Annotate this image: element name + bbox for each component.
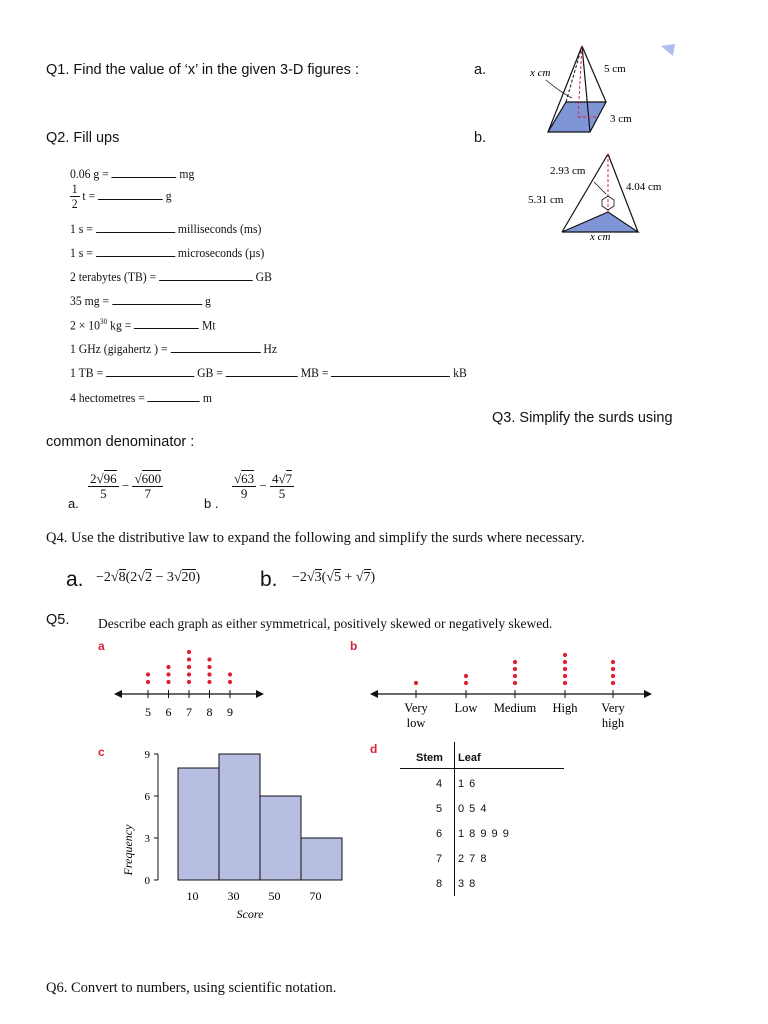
stem-value: 8 (436, 878, 443, 890)
graph-a-letter: a (98, 639, 105, 653)
graph-b-tick-label-2: high (601, 716, 625, 730)
graph-b-dot (513, 674, 517, 678)
q4-a-expression: −2√8(2√2 − 3√20) (96, 570, 201, 585)
graph-b-letter: b (350, 639, 358, 653)
stem-value: 6 (436, 828, 443, 840)
q4-a-label: a. (66, 568, 84, 591)
blank[interactable] (112, 304, 202, 305)
leaf-values: 2 7 8 (458, 853, 488, 865)
tetra-label-2: 4.04 cm (626, 181, 662, 193)
graph-b-dot (563, 660, 567, 664)
tetra-x-label: x cm (590, 231, 611, 243)
graph-b-dot (563, 674, 567, 678)
graph-a-dot (146, 680, 150, 684)
fill-row-3: 1 s = milliseconds (ms) (70, 221, 262, 236)
blank[interactable] (106, 376, 194, 377)
graph-a-dot (207, 665, 211, 669)
stem-value: 4 (436, 778, 443, 790)
graph-b-dot (563, 681, 567, 685)
graph-c-x-tick-label: 10 (186, 889, 199, 903)
graph-b-tick-label: High (552, 701, 578, 715)
graph-c-x-tick-label: 70 (309, 889, 322, 903)
graph-a-tick-label: 6 (165, 705, 172, 719)
fill-row-9: 1 TB = GB = MB = kB (70, 365, 467, 380)
fill-row-8: 1 GHz (gigahertz ) = Hz (70, 341, 278, 356)
graph-b-dot (513, 660, 517, 664)
graph-a-dot (207, 680, 211, 684)
graph-b-dot (563, 667, 567, 671)
graph-b-dot (611, 681, 615, 685)
graph-b-dot (464, 674, 468, 678)
graph-a-dot (166, 672, 170, 676)
tetra-label-1: 2.93 cm (550, 165, 586, 177)
blank[interactable] (134, 328, 199, 329)
blank[interactable] (148, 401, 200, 402)
graph-a-dot (187, 657, 191, 661)
graph-c-x-tick-label: 50 (268, 889, 281, 903)
stem-value: 5 (436, 803, 443, 815)
q4-b-expression: −2√3(√5 + √7) (292, 570, 376, 585)
graph-b-tick-label-2: low (406, 716, 426, 730)
fill-row-4: 1 s = microseconds (µs) (70, 245, 265, 260)
tetrahedron-base (562, 212, 638, 232)
histogram-bar (260, 796, 301, 880)
fill-row-1: 0.06 g = mg (70, 166, 195, 181)
graph-a-dot (228, 680, 232, 684)
graph-b-dot (611, 674, 615, 678)
graph-a-dot (187, 672, 191, 676)
question-5-instruction: Describe each graph as either symmetrical, positively skewed or negatively skewed. (98, 616, 553, 631)
graph-a-tick-label: 9 (227, 705, 233, 719)
pyramid-base (548, 102, 606, 132)
graph-b-dot (611, 660, 615, 664)
q3-a-label: a. (68, 496, 79, 511)
graph-b-tick-label: Very (404, 701, 428, 715)
graph-a-dot (187, 650, 191, 654)
fill-row-5: 2 terabytes (TB) = GB (70, 269, 272, 284)
blank[interactable] (226, 376, 298, 377)
graph-a-tick-label: 8 (206, 705, 213, 719)
graph-a-dot (166, 665, 170, 669)
leaf-values: 1 8 9 9 9 (458, 828, 510, 840)
question-1: Q1. Find the value of ‘x’ in the given 3-D figures : (46, 62, 359, 78)
graph-a-dot (207, 672, 211, 676)
stem-header: Stem (416, 752, 443, 764)
graph-a-dot-plot (92, 634, 272, 724)
figure-a-label: a. (474, 62, 487, 78)
histogram-bar (178, 768, 219, 880)
blank[interactable] (170, 352, 260, 353)
figure-b-label: b. (474, 130, 487, 146)
graph-a-dot (207, 657, 211, 661)
pyramid-side-label: 3 cm (610, 113, 632, 125)
stem-leaf-divider (454, 742, 455, 896)
blank[interactable] (112, 177, 177, 178)
graph-a-dot (187, 665, 191, 669)
graph-c-y-tick-label: 6 (144, 791, 150, 803)
graph-a-tick-label: 7 (186, 705, 192, 719)
graph-c-y-tick-label: 9 (144, 749, 150, 761)
blank[interactable] (159, 280, 253, 281)
graph-a-dot (187, 680, 191, 684)
leaf-header: Leaf (458, 752, 481, 764)
fill-row-7: $2 \times 10^{30}$ kg = Mt (70, 317, 216, 333)
graph-a-dot (228, 672, 232, 676)
graph-c-histogram (92, 742, 372, 932)
graph-b-tick-label: Low (454, 701, 478, 715)
question-6: Q6. Convert to numbers, using scientific notation. (46, 980, 337, 996)
pen-icon (658, 40, 680, 62)
leaf-values: 3 8 (458, 878, 477, 890)
graph-a-dot (166, 680, 170, 684)
q3-b-expression: $\frac{√63}{9}$ − $\frac{4√7}{5}$ (234, 471, 293, 502)
blank[interactable] (331, 376, 450, 377)
graph-b-tick-label: Very (601, 701, 625, 715)
graph-c-ylabel: Frequency (121, 824, 135, 876)
tetra-label-3: 5.31 cm (528, 194, 564, 206)
graph-b-dot (414, 681, 418, 685)
graph-b-dot (611, 667, 615, 671)
blank[interactable] (96, 232, 175, 233)
fill-row-6: 35 mg = g (70, 293, 211, 308)
graph-b-dot-plot (340, 634, 660, 744)
histogram-bar (301, 838, 342, 880)
blank[interactable] (98, 199, 163, 200)
question-3: Q3. Simplify the surds using (492, 410, 673, 426)
leaf-values: 0 5 4 (458, 803, 488, 815)
graph-c-letter: c (98, 745, 105, 759)
blank[interactable] (96, 256, 175, 257)
histogram-bar (219, 754, 260, 880)
graph-d-letter: d (370, 742, 378, 756)
square-pyramid-figure (520, 40, 640, 140)
fill-row-10: 4 hectometres = m (70, 390, 212, 405)
graph-c-y-tick-label: 3 (144, 833, 150, 845)
graph-a-tick-label: 5 (145, 705, 151, 719)
pyramid-x-label: x cm (530, 67, 551, 79)
graph-c-x-tick-label: 30 (227, 889, 240, 903)
stem-leaf-header-rule (400, 768, 564, 769)
graph-b-tick-label: Medium (493, 701, 537, 715)
tetrahedron-figure (520, 148, 690, 248)
pyramid-top-label: 5 cm (604, 63, 626, 75)
question-4: Q4. Use the distributive law to expand the following and simplify the surds where necessary. (46, 530, 585, 546)
stem-value: 7 (436, 853, 443, 865)
fill-row-2: $\frac{1}{2}$ t = g (71, 181, 172, 212)
q3-b-label: b . (204, 496, 219, 511)
question-2: Q2. Fill ups (46, 130, 120, 146)
graph-c-y-tick-label: 0 (144, 875, 150, 887)
graph-c-xlabel: Score (236, 907, 264, 921)
graph-b-dot (513, 667, 517, 671)
q3-a-expression: $\frac{2√96}{5}$ − $\frac{√600}{7}$ (90, 471, 162, 502)
q4-b-label: b. (260, 568, 278, 591)
graph-a-dot (146, 672, 150, 676)
question-3-continued: common denominator : (46, 434, 195, 450)
graph-b-dot (464, 681, 468, 685)
leaf-values: 1 6 (458, 778, 477, 790)
question-5-label: Q5. (46, 612, 70, 628)
graph-b-dot (563, 653, 567, 657)
graph-b-dot (513, 681, 517, 685)
